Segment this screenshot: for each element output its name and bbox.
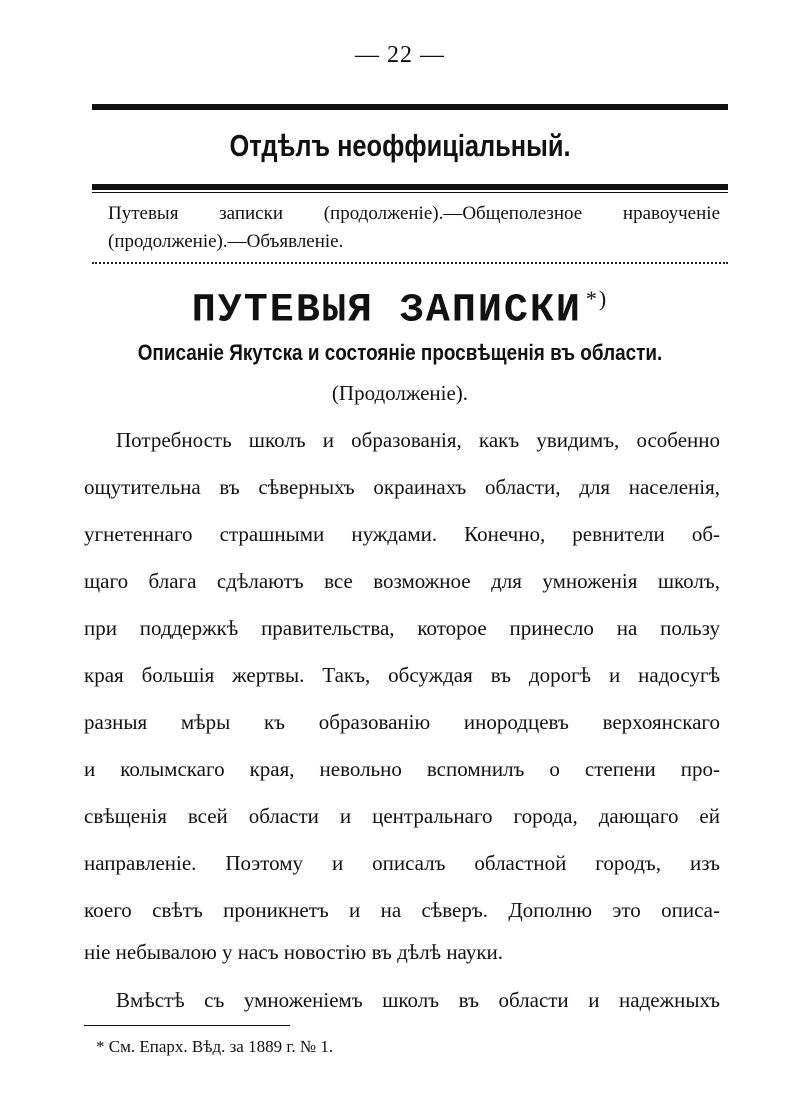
section-heading: Отдѣлъ неоффиціальный. [229,128,571,163]
body-line: Вмѣстѣ съ умноженіемъ школъ въ области и надежныхъ [116,988,720,1012]
heading-rule [92,184,728,190]
contents-rule [92,262,728,264]
contents-summary: Путевыя записки (продолженіе).—Общеполезное нравоученіе (продолженіе).—Объявленіе. [108,203,720,252]
body-line: при поддержкѣ правительства, которое принесло на пользу [84,616,720,640]
article-title [0,286,800,333]
body-line: ощутительна въ сѣверныхъ окраинахъ области, для населенія, [84,475,720,499]
body-line: свѣщенія всей области и центральнаго города, дающаго ей [84,804,720,828]
continued-note: (Продолженіе). [331,381,469,405]
footnote-rule [84,1025,290,1026]
page-number: — 22 — [355,42,445,68]
footnote-mark: *) [585,286,609,311]
body-line: коего свѣтъ проникнетъ и на сѣверъ. Дополню это описа- [84,898,720,922]
body-line: Потребность школъ и образованія, какъ увидимъ, особенно [116,428,720,452]
heading-rule-thin [92,192,728,193]
article-subtitle: Описаніе Якутска и состояніе просвѣщенія въ области. [137,340,663,365]
body-line: угнетеннаго страшными нуждами. Конечно, ревнители об- [84,522,720,546]
body-line: края большія жертвы. Такъ, обсуждая въ дорогѣ и надосугѣ [84,663,720,687]
footnote: * См. Епарх. Вѣд. за 1889 г. № 1. [96,1037,334,1056]
body-line: и колымскаго края, невольно вспомнилъ о степени про- [84,757,720,781]
body-line: разныя мѣры къ образованію инородцевъ верхоянскаго [84,710,720,734]
top-rule [92,104,728,110]
body-line: направленіе. Поэтому и описалъ областной городъ, изъ [84,851,720,875]
article-title-text: ПУТЕВЫЯ ЗАПИСКИ [191,288,582,334]
body-line: ніе небывалою у насъ новостію въ дѣлѣ науки. [84,940,504,964]
body-line: щаго блага сдѣлаютъ все возможное для умноженія школъ, [84,569,720,593]
